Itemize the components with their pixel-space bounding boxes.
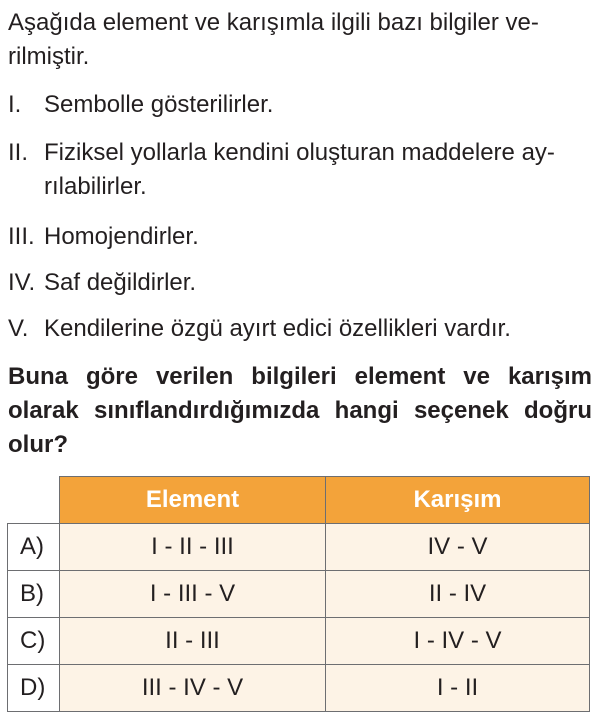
option-row-c[interactable] xyxy=(8,618,590,665)
answer-options-table xyxy=(7,476,590,712)
statement-text: Sembolle gösterilirler. xyxy=(44,91,274,118)
question-line-1: Buna göre verilen bilgileri element ve karışım xyxy=(8,363,592,390)
question-line-3: olur? xyxy=(8,431,68,458)
option-letter[interactable]: D) xyxy=(8,665,60,712)
option-mixture-cell: I - IV - V xyxy=(326,618,590,665)
option-row-d[interactable] xyxy=(8,665,590,712)
header-mixture: Karışım xyxy=(326,477,590,524)
statement-text-line: Fiziksel yollarla kendini oluşturan maddelere ay- xyxy=(44,139,555,166)
option-letter[interactable]: A) xyxy=(8,524,60,571)
statement-text: Kendilerine özgü ayırt edici özellikleri vardır. xyxy=(44,315,511,342)
option-element-cell: I - II - III xyxy=(60,524,326,571)
option-element-cell: III - IV - V xyxy=(60,665,326,712)
option-letter[interactable]: B) xyxy=(8,571,60,618)
option-mixture-cell: II - IV xyxy=(326,571,590,618)
table-header-row xyxy=(8,477,590,524)
statement-number: I. xyxy=(8,91,22,118)
statement-text xyxy=(44,136,590,204)
option-mixture-cell: IV - V xyxy=(326,524,590,571)
statement-text: Homojendirler. xyxy=(44,223,199,250)
question-line-2: olarak sınıflandırdığımızda hangi seçenek doğru xyxy=(8,397,592,424)
option-letter[interactable]: C) xyxy=(8,618,60,665)
option-element-cell: II - III xyxy=(60,618,326,665)
option-row-a[interactable] xyxy=(8,524,590,571)
statement-number: II. xyxy=(8,139,29,166)
intro-line-1: Aşağıda element ve karışımla ilgili bazı bilgiler ve- xyxy=(8,9,539,36)
option-row-b[interactable] xyxy=(8,571,590,618)
question-intro xyxy=(8,6,590,74)
statement-number: V. xyxy=(8,315,29,342)
question-stem xyxy=(8,360,592,462)
option-mixture-cell: I - II xyxy=(326,665,590,712)
statement-number: III. xyxy=(8,223,35,250)
statement-text-line: rılabilirler. xyxy=(44,173,147,200)
statement-number: IV. xyxy=(8,269,36,296)
intro-line-2: rilmiştir. xyxy=(8,43,90,70)
header-element: Element xyxy=(60,477,326,524)
option-element-cell: I - III - V xyxy=(60,571,326,618)
statement-text: Saf değildirler. xyxy=(44,269,197,296)
header-blank-cell xyxy=(8,477,60,524)
